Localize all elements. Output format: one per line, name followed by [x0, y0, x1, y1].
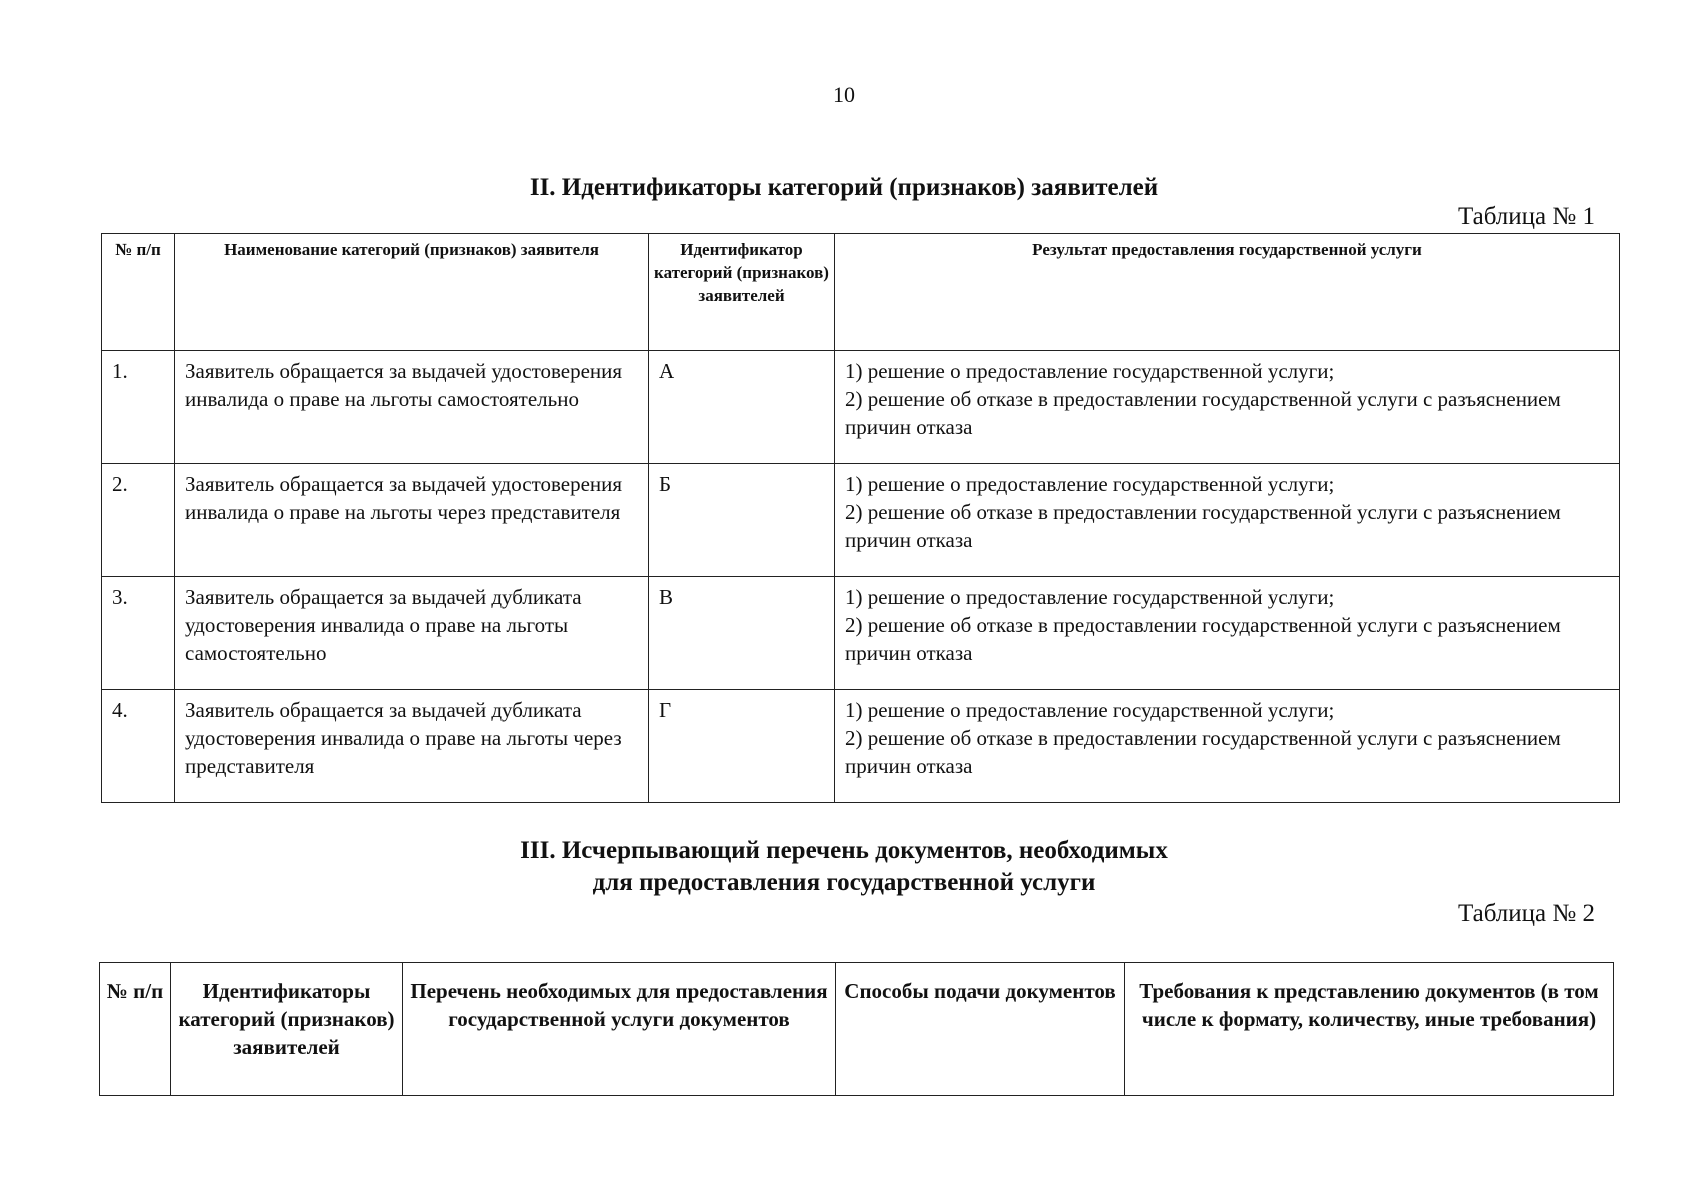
table-1-header-category-name: Наименование категорий (признаков) заявителя	[175, 234, 649, 351]
table-2-header-num: № п/п	[100, 963, 171, 1096]
table-row	[102, 464, 1620, 577]
table-1-header-num: № п/п	[102, 234, 175, 351]
category-name: Заявитель обращается за выдачей удостоверения инвалида о праве на льготы самостоятельно	[175, 351, 649, 464]
table-1-caption: Таблица № 1	[1457, 203, 1595, 230]
section-2-title: II. Идентификаторы категорий (признаков) заявителей	[529, 174, 1159, 201]
table-2-caption: Таблица № 2	[1457, 900, 1595, 927]
category-id: В	[649, 577, 835, 690]
section-3-title-line-1: III. Исчерпывающий перечень документов, необходимых	[520, 837, 1168, 864]
table-2-header-document-list: Перечень необходимых для предоставления государственной услуги документов	[403, 963, 836, 1096]
table-1-header-row	[102, 234, 1620, 351]
table-2-header-row	[100, 963, 1614, 1096]
category-name: Заявитель обращается за выдачей дубликата удостоверения инвалида о праве на льготы через представителя	[175, 690, 649, 803]
category-name: Заявитель обращается за выдачей удостоверения инвалида о праве на льготы через представителя	[175, 464, 649, 577]
table-2-documents-list	[99, 962, 1614, 1096]
category-id: Б	[649, 464, 835, 577]
service-result: 1) решение о предоставление государственной услуги; 2) решение об отказе в предоставлении государственной услуги с разъяснением причин отказа	[835, 577, 1620, 690]
service-result: 1) решение о предоставление государственной услуги; 2) решение об отказе в предоставлении государственной услуги с разъяснением причин отказа	[835, 351, 1620, 464]
table-1-header-result: Результат предоставления государственной услуги	[835, 234, 1620, 351]
page-number: 10	[833, 82, 855, 107]
table-2-header-submission-methods: Способы подачи документов	[836, 963, 1125, 1096]
row-number: 1.	[102, 351, 175, 464]
row-number: 3.	[102, 577, 175, 690]
category-id: А	[649, 351, 835, 464]
table-row	[102, 577, 1620, 690]
service-result: 1) решение о предоставление государственной услуги; 2) решение об отказе в предоставлении государственной услуги с разъяснением причин отказа	[835, 464, 1620, 577]
category-name: Заявитель обращается за выдачей дубликата удостоверения инвалида о праве на льготы самостоятельно	[175, 577, 649, 690]
category-id: Г	[649, 690, 835, 803]
table-1-header-category-id: Идентификатор категорий (признаков) заявителей	[649, 234, 835, 351]
table-row	[102, 351, 1620, 464]
row-number: 2.	[102, 464, 175, 577]
table-row	[102, 690, 1620, 803]
table-2-header-category-ids: Идентификаторы категорий (признаков) заявителей	[171, 963, 403, 1096]
row-number: 4.	[102, 690, 175, 803]
table-1-applicant-categories	[101, 233, 1620, 803]
section-3-title-line-2: для предоставления государственной услуги	[592, 869, 1096, 896]
table-2-header-requirements: Требования к представлению документов (в том числе к формату, количеству, иные требования)	[1125, 963, 1614, 1096]
service-result: 1) решение о предоставление государственной услуги; 2) решение об отказе в предоставлении государственной услуги с разъяснением причин отказа	[835, 690, 1620, 803]
